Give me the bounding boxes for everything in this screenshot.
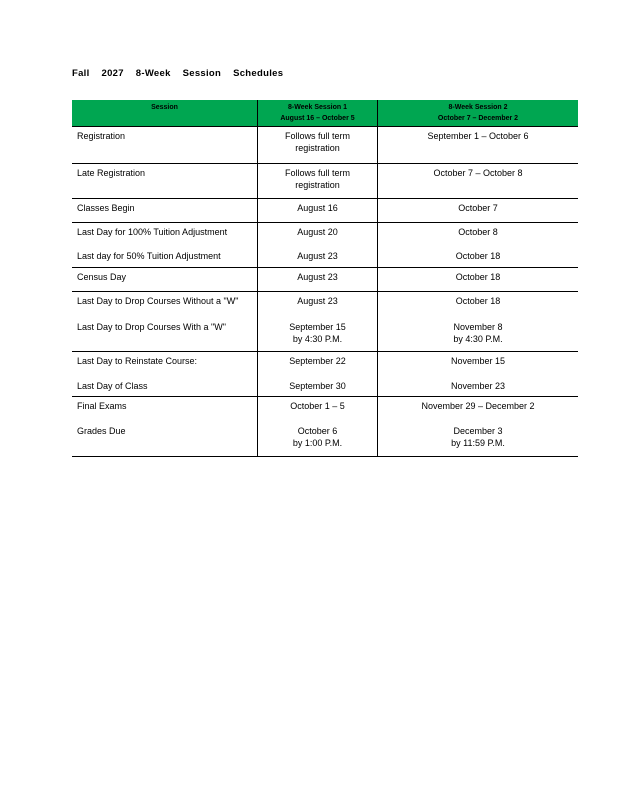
table-row-group bbox=[72, 199, 578, 223]
cell-line: October 8 bbox=[458, 227, 498, 237]
header-session1-col bbox=[257, 100, 377, 126]
table-row-group bbox=[72, 352, 578, 397]
session2-cell bbox=[378, 292, 578, 318]
page-title: Fall 2027 8-Week Session Schedules bbox=[72, 68, 284, 79]
cell-line: August 20 bbox=[297, 227, 338, 237]
cell-line: August 23 bbox=[297, 272, 338, 282]
cell-line: by 4:30 P.M. bbox=[292, 334, 343, 344]
table-row-group bbox=[72, 397, 578, 457]
row-label: Census Day bbox=[77, 272, 127, 282]
cell-line: by 4:30 P.M. bbox=[453, 334, 503, 344]
cell-line: August 23 bbox=[297, 296, 338, 306]
header-session2-dates: October 7 – December 2 bbox=[437, 115, 519, 122]
row-label: Registration bbox=[77, 131, 126, 141]
cell-line: August 16 bbox=[297, 203, 338, 213]
session2-cell bbox=[378, 377, 578, 397]
header-session-col: Session bbox=[151, 104, 178, 111]
cell-line: November 8 bbox=[453, 322, 503, 332]
header-session2-title: 8-Week Session 2 bbox=[448, 104, 508, 111]
table-row-group bbox=[72, 127, 578, 164]
cell-line: by 11:59 P.M. bbox=[451, 438, 505, 448]
session1-cell bbox=[258, 422, 377, 457]
table-row-group bbox=[72, 268, 578, 292]
row-label: Last Day to Drop Courses With a "W" bbox=[77, 322, 226, 332]
cell-line: November 23 bbox=[450, 381, 506, 391]
row-label: Last Day to Drop Courses Without a "W" bbox=[77, 296, 239, 306]
table-header bbox=[72, 100, 578, 127]
session2-cell bbox=[378, 164, 578, 199]
cell-line: September 30 bbox=[289, 381, 346, 391]
cell-line: November 29 – December 2 bbox=[421, 401, 535, 411]
session2-cell bbox=[378, 199, 578, 223]
table-row-group bbox=[72, 164, 578, 199]
cell-line: October 7 bbox=[458, 203, 498, 213]
session2-cell bbox=[378, 318, 578, 352]
cell-line: Follows full term bbox=[284, 131, 350, 141]
header-session1-dates: August 16 – October 5 bbox=[280, 115, 355, 122]
cell-line: October 18 bbox=[455, 296, 501, 306]
cell-line: September 22 bbox=[289, 356, 346, 366]
cell-line: registration bbox=[295, 180, 340, 190]
session1-cell bbox=[258, 127, 377, 164]
cell-line: October 1 – 5 bbox=[290, 401, 345, 411]
table-row-group bbox=[72, 223, 578, 268]
header-session1-title: 8-Week Session 1 bbox=[287, 104, 347, 111]
session1-cell bbox=[258, 377, 377, 397]
cell-line: October 6 bbox=[297, 426, 338, 436]
session2-cell bbox=[378, 397, 578, 422]
session1-cell bbox=[258, 352, 377, 377]
session1-cell bbox=[258, 318, 377, 352]
row-label: Last Day for 100% Tuition Adjustment bbox=[77, 227, 228, 237]
row-label: Last day for 50% Tuition Adjustment bbox=[77, 251, 221, 261]
cell-line: September 15 bbox=[289, 322, 346, 332]
cell-line: Follows full term bbox=[284, 168, 350, 178]
cell-line: August 23 bbox=[297, 251, 338, 261]
session1-cell bbox=[258, 247, 377, 268]
cell-line: by 1:00 P.M. bbox=[292, 438, 343, 448]
session1-cell bbox=[258, 397, 377, 422]
cell-line: December 3 bbox=[453, 426, 503, 436]
row-label: Classes Begin bbox=[77, 203, 135, 213]
table-row-group bbox=[72, 292, 578, 352]
row-label: Late Registration bbox=[77, 168, 146, 178]
session2-cell bbox=[378, 352, 578, 377]
row-label: Last Day of Class bbox=[77, 381, 148, 391]
cell-line: September 1 – October 6 bbox=[427, 131, 529, 141]
session2-cell bbox=[378, 223, 578, 247]
row-label: Grades Due bbox=[77, 426, 126, 436]
row-label: Last Day to Reinstate Course: bbox=[77, 356, 198, 366]
session1-cell bbox=[258, 199, 377, 223]
session2-cell bbox=[378, 268, 578, 292]
session1-cell bbox=[258, 292, 377, 318]
schedule-table bbox=[72, 100, 578, 457]
session1-cell bbox=[258, 268, 377, 292]
session2-cell bbox=[378, 422, 578, 457]
cell-line: October 18 bbox=[455, 272, 501, 282]
row-label: Final Exams bbox=[77, 401, 127, 411]
cell-line: October 7 – October 8 bbox=[433, 168, 523, 178]
cell-line: October 18 bbox=[455, 251, 501, 261]
session1-cell bbox=[258, 164, 377, 199]
session1-cell bbox=[258, 223, 377, 247]
session2-cell bbox=[378, 247, 578, 268]
session2-cell bbox=[378, 127, 578, 164]
cell-line: November 15 bbox=[450, 356, 506, 366]
cell-line: registration bbox=[295, 143, 340, 153]
header-session2-col bbox=[377, 100, 578, 126]
